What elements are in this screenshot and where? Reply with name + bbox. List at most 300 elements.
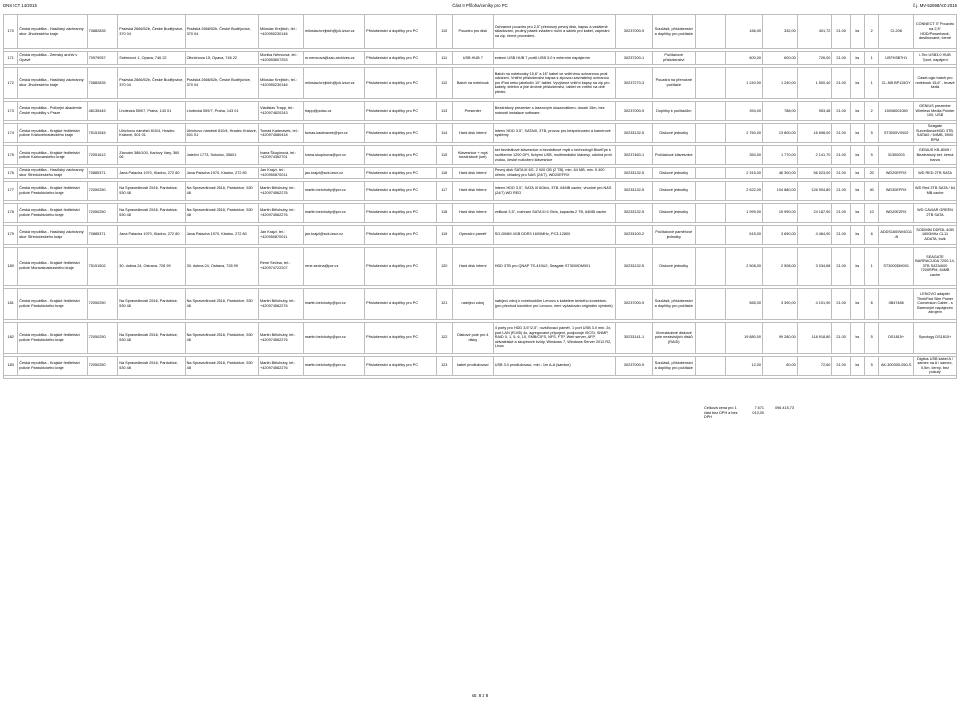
cell-no: 170	[4, 15, 18, 49]
cell-cat: Příslušenství a doplňky pro PC	[365, 124, 436, 143]
cell-item: 115	[436, 146, 452, 165]
cell-no: 176	[4, 168, 18, 178]
cell-maker: CONNECT IT Pouzdro na 2,5" HDD/Powerbank, destinované, černé	[914, 15, 957, 49]
cell-addr2: Olbrichova 15, Opava, 746 22	[185, 52, 258, 65]
cell-type: Součásti, příslušenství a doplňky pro počítače	[652, 15, 695, 49]
cell-p3: 2 141,70	[797, 146, 832, 165]
cell-cpv: 30237460-1	[616, 146, 653, 165]
cell-type: Pouzdra na přenosné počítače	[652, 68, 695, 99]
cell-p2: 788,00	[763, 102, 798, 121]
cell-p2: 104 880,00	[763, 181, 798, 200]
cell-spec: Pevný disk SATA III 6G, 2 000 GB (2 TB), min. 64 MB, min. 5 400 ot/min, chladný pro NAS (24/7), WD20EFRX	[493, 168, 615, 178]
table-row	[4, 322, 957, 353]
cell-contact: Tomáš Kaderávek, tel.: +420974580418	[259, 124, 304, 143]
table-row	[4, 68, 957, 99]
cell-cat: Příslušenství a doplňky pro PC	[365, 68, 436, 99]
cell-cat: Příslušenství a doplňky pro PC	[365, 322, 436, 353]
cell-n: 1	[865, 52, 879, 65]
table-row	[4, 181, 957, 200]
cell-p2: 3 690,00	[763, 225, 798, 244]
cell-n: 10	[865, 203, 879, 222]
cell-maker: GENIUS KB-8005 / Bezdrátový set, černá barva	[914, 146, 957, 165]
cell-code: ADDS1600W4G11-B	[879, 225, 914, 244]
cell-org: Česká republika - Krajské ředitelství policie Pardubického kraje	[18, 288, 87, 319]
cell-maker: SEAGATE BARRACUDA 7200.14, 3TB SATA/600 7200RPM, 64MB cache	[914, 247, 957, 285]
cell-name: Klávesnice + myš bezdrátové (set)	[452, 146, 493, 165]
cell-no: 173	[4, 102, 18, 121]
cell-ico: 70882835	[87, 68, 118, 99]
cell-n: 5	[865, 124, 879, 143]
header-left: DNS ICT 14/2015	[3, 3, 37, 8]
cell-addr2: Na Spravedlnosti 2516, Pardubice, 530 48	[185, 203, 258, 222]
cell-addr1: 30. dubna 24, Ostrava, 728 99	[118, 247, 185, 285]
cell-qty	[695, 124, 726, 143]
cell-code: 0B47486	[879, 288, 914, 319]
cell-maker: WD RED 2TB SATA	[914, 168, 957, 178]
cell-qty	[695, 68, 726, 99]
cell-email: martin.belohuby@pcr.cz	[303, 356, 364, 375]
cell-ico: 72050250	[87, 288, 118, 319]
cell-contact: Martin Bělohuby, tel.: +420974562276	[259, 288, 304, 319]
cell-name: Pouzdro pro disk	[452, 15, 493, 49]
cell-cat: Příslušenství a doplňky pro PC	[365, 102, 436, 121]
cell-n: 20	[865, 168, 879, 178]
cell-cpv: 30233132-5	[616, 181, 653, 200]
cell-no: 181	[4, 288, 18, 319]
cell-ico: 75151545	[87, 124, 118, 143]
cell-ico: 70882835	[87, 15, 118, 49]
cell-maker: SODIMM DDR3L 4GB 1600MHz CL11 ADATA, bulk	[914, 225, 957, 244]
table-row	[4, 102, 957, 121]
table-row	[4, 203, 957, 222]
cell-vat: 21.00	[832, 181, 850, 200]
cell-vat: 21.00	[832, 168, 850, 178]
cell-unit: ks	[850, 181, 864, 200]
cell-addr1: Na Spravedlnosti 2516, Pardubice, 530 48	[118, 203, 185, 222]
cell-cat: Příslušenství a doplňky pro PC	[365, 146, 436, 165]
cell-no: 179	[4, 225, 18, 244]
cell-code: DS1815+	[879, 322, 914, 353]
cell-item: 113	[436, 102, 452, 121]
cell-spec: USB 3.0 prodlužovací, min.: 1m A-A (samice)	[493, 356, 615, 375]
cell-p2: 2 508,00	[763, 247, 798, 285]
cell-name: Diskové pole pro 4 disky	[452, 322, 493, 353]
cell-unit: ks	[850, 124, 864, 143]
cell-spec: Interní HDD 3,5", SATA III 6Gb/s, 3TB, 64MB cache, vhodné pro NAS (24/7) WD RED	[493, 181, 615, 200]
cell-org: Česká republika - Krajské ředitelství policie Moravskoslezského kraje	[18, 247, 87, 285]
cell-p1: 600,00	[726, 52, 763, 65]
cell-addr1: Jana Palacha 1970, Kladno, 272 80	[118, 225, 185, 244]
cell-maker: Seagate SurveillanceHDD 3TB, SATAIII / 64MB, 5900 RPM	[914, 124, 957, 143]
cell-maker: Synology DS1815+	[914, 322, 957, 353]
cell-vat: 21.00	[832, 52, 850, 65]
cell-qty	[695, 52, 726, 65]
cell-p2: 1 770,00	[763, 146, 798, 165]
cell-ico: 70885371	[87, 168, 118, 178]
cell-email: rene.secina@pcr.cz	[303, 247, 364, 285]
cell-spec: Interní HDD 3,5", SATAIII, 3TB, provoz pro bezpečnostní a kamerové systémy	[493, 124, 615, 143]
cell-p1: 354,00	[726, 146, 763, 165]
cell-addr1: Závodní 386/100, Karlovy Vary, 360 06	[118, 146, 185, 165]
cell-cat: Příslušenství a doplňky pro PC	[365, 356, 436, 375]
cell-qty	[695, 168, 726, 178]
cell-qty	[695, 225, 726, 244]
cell-item: 111	[436, 52, 452, 65]
cell-p1: 19 880,00	[726, 322, 763, 353]
cell-p3: 1 500,40	[797, 68, 832, 99]
cell-spec: SO-DIMM 4GB DDR3 1600MHz, PC3-12800	[493, 225, 615, 244]
cell-p3: 3 034,68	[797, 247, 832, 285]
cell-p1: 1 999,00	[726, 203, 763, 222]
cell-org: Česká republika - Krajské ředitelství policie Pardubického kraje	[18, 203, 87, 222]
cell-name: Batoh na notebook	[452, 68, 493, 99]
cell-unit: ks	[850, 356, 864, 375]
cell-qty	[695, 102, 726, 121]
cell-email: martin.belohuby@pcr.cz	[303, 203, 364, 222]
row-spacer-cell	[4, 375, 957, 378]
cell-p2: 1 240,00	[763, 68, 798, 99]
cell-unit: ks	[850, 15, 864, 49]
cell-no: 175	[4, 146, 18, 165]
cell-cpv: 30233132-5	[616, 124, 653, 143]
cell-ico: 75151502	[87, 247, 118, 285]
cell-vat: 21.00	[832, 102, 850, 121]
cell-org: Česká republika - Hasičský záchranný sbor Jihočeského kraje	[18, 15, 87, 49]
cell-email: jan.krajzl@sck.izscr.cz	[303, 168, 364, 178]
table-row	[4, 146, 957, 165]
cell-addr2: Jana Palacha 1970, Kladno, 272 80	[185, 225, 258, 244]
cell-cpv: 30237000-9	[616, 102, 653, 121]
cell-spec: Bezdrátový prezenter s laserovým ukazovátkem, dosah 15m, bez nutnosti instalace software.	[493, 102, 615, 121]
cell-ico: 72050250	[87, 181, 118, 200]
cell-org: Česká republika - Policejní akademie České republiky v Praze	[18, 102, 87, 121]
cell-type: Počítačové klávesnice	[652, 146, 695, 165]
cell-item: 116	[436, 168, 452, 178]
cell-type: Diskové jednotky	[652, 168, 695, 178]
cell-cat: Příslušenství a doplňky pro PC	[365, 52, 436, 65]
cell-vat: 21.00	[832, 124, 850, 143]
cell-cat: Příslušenství a doplňky pro PC	[365, 203, 436, 222]
cell-n: 1	[865, 247, 879, 285]
cell-name: Hard disk interní	[452, 124, 493, 143]
cell-cpv: 30233100-2	[616, 225, 653, 244]
cell-p3: 24 187,90	[797, 203, 832, 222]
cell-ico: 48135445	[87, 102, 118, 121]
cell-code: ST3000VX002	[879, 124, 914, 143]
cell-vat: 21.00	[832, 322, 850, 353]
cell-type: Počítačové příslušenství	[652, 52, 695, 65]
cell-p1: 1 240,00	[726, 68, 763, 99]
cell-contact: Jan Krajzl, tel.: +420950870011	[259, 168, 304, 178]
cell-addr1: Pražská 2666/52b, České Budějovice, 370 04	[118, 15, 185, 49]
cell-type: Součásti, příslušenství a doplňky pro počítače	[652, 288, 695, 319]
cell-n: 1	[865, 68, 879, 99]
cell-addr2: Ulrichovo náměstí 810/4, Hradec Králové, 501 01	[185, 124, 258, 143]
cell-org: Česká republika - Krajské ředitelství policie Pardubického kraje	[18, 356, 87, 375]
cell-item: 123	[436, 356, 452, 375]
cell-ico: 70979057	[87, 52, 118, 65]
cell-vat: 21.00	[832, 15, 850, 49]
cell-ico: 72050250	[87, 203, 118, 222]
cell-p1: 2 315,00	[726, 168, 763, 178]
cell-contact: Monika Němcová, tel.: +420553607253	[259, 52, 304, 65]
cell-vat: 21.00	[832, 356, 850, 375]
cell-qty	[695, 181, 726, 200]
cell-p3: 72,60	[797, 356, 832, 375]
cell-email: martin.belohuby@pcr.cz	[303, 288, 364, 319]
cell-n: 2	[865, 15, 879, 49]
cell-maker: WD Red 3TB SATA / 64 MB cache	[914, 181, 957, 200]
cell-addr2: Jateční 1773, Sokolov, 35601	[185, 146, 258, 165]
totals-without-vat: 7 671 013,00	[752, 406, 764, 415]
cell-p3: 4 464,90	[797, 225, 832, 244]
cell-type: Počítačové paměťové jednotky	[652, 225, 695, 244]
cell-contact: Miloslav Krejbich, tel.: +420950230146	[259, 15, 304, 49]
cell-no: 180	[4, 247, 18, 285]
cell-email: martin.belohuby@pcr.cz	[303, 181, 364, 200]
cell-p1: 2 508,00	[726, 247, 763, 285]
cell-maker: GENIUS prezenter Wireless Media Pointer 100, USB	[914, 102, 957, 121]
cell-addr1: Na Spravedlnosti 2516, Pardubice, 530 48	[118, 356, 185, 375]
cell-contact: Ivana Škupinová, tel.: +420974362701	[259, 146, 304, 165]
cell-org: Česká republika - Hasičský záchranný sbor Středočeského kraje	[18, 225, 87, 244]
cell-cat: Příslušenství a doplňky pro PC	[365, 168, 436, 178]
cell-vat: 21.00	[832, 146, 850, 165]
cell-item: 119	[436, 225, 452, 244]
cell-p1: 615,00	[726, 225, 763, 244]
cell-cpv: 30233132-5	[616, 203, 653, 222]
cell-email: m.nemcova@zao.archives.cz	[303, 52, 364, 65]
cell-spec: HDD 3TB pro QNAP TS-419U2, Seagate ST3000DM001	[493, 247, 615, 285]
cell-cat: Příslušenství a doplňky pro PC	[365, 288, 436, 319]
cell-type: Diskové jednotky	[652, 124, 695, 143]
cell-org: Česká republika - Hasičský záchranný sbor Středočeského kraje	[18, 168, 87, 178]
cell-code: WD20EZRX	[879, 203, 914, 222]
cell-p1: 166,00	[726, 15, 763, 49]
cell-cpv: 30233141-1	[616, 322, 653, 353]
cell-code: ST3000DM001	[879, 247, 914, 285]
cell-cpv: 30237000-9	[616, 15, 653, 49]
cell-cpv: 30233132-5	[616, 247, 653, 285]
cell-cpv: 30237270-3	[616, 68, 653, 99]
cell-maker: WD CAVIAR GREEN 2TB SATA	[914, 203, 957, 222]
cell-type: Diskové jednotky	[652, 181, 695, 200]
cell-qty	[695, 15, 726, 49]
cell-email: miloslav.krejbich@jck.izscr.cz	[303, 68, 364, 99]
cell-vat: 21.00	[832, 68, 850, 99]
cell-qty	[695, 247, 726, 285]
cell-p3: 726,00	[797, 52, 832, 65]
price-table	[3, 14, 957, 379]
cell-addr2: Pražská 2666/52b, České Budějovice, 370 04	[185, 15, 258, 49]
cell-unit: ks	[850, 146, 864, 165]
cell-type: Součásti, příslušenství a doplňky pro počítače	[652, 356, 695, 375]
cell-name: Hard disk interní	[452, 203, 493, 222]
cell-addr2: Jana Palacha 1970, Kladno, 272 80	[185, 168, 258, 178]
header-right: č.j. MV-52698/VZ-2015	[913, 3, 957, 8]
table-row	[4, 124, 957, 143]
cell-addr1: Lhotecká 559/7, Praha, 143 01	[118, 102, 185, 121]
cell-n: 2	[865, 102, 879, 121]
cell-unit: ks	[850, 203, 864, 222]
cell-contact: Jan Krajzl, tel.: +420950870011	[259, 225, 304, 244]
cell-addr2: Na Spravedlnosti 2516, Pardubice, 530 48	[185, 181, 258, 200]
cell-type: Doplňky k počítačům	[652, 102, 695, 121]
cell-code: 31300003	[879, 146, 914, 165]
page-footer: str. 8 z 8	[471, 693, 489, 698]
cell-contact: Miloslav Krejbich, tel.: +420950230146	[259, 68, 304, 99]
cell-item: 122	[436, 322, 452, 353]
cell-vat: 21.00	[832, 225, 850, 244]
cell-unit: ks	[850, 52, 864, 65]
cell-maker: CaseLogic batoh pro notebook 15,6" - tmavě šedá	[914, 68, 957, 99]
cell-spec: 4 porty pro HDD 3,5"/2,5", rozšiřovací paměť, 1 port USB 3.0 min. 2x, port LAN (RJ45) 4x, agregované připojení, podporuje iSCSI, SNMP, RAID 0, 1, 5, 6, 10, SMB/CIFS, NFS, FTP, Web server, AFP, uživatelské a skupinové kvóty, Windows 7, Windows Server 2012 R2, Linux	[493, 322, 615, 353]
cell-cat: Příslušenství a doplňky pro PC	[365, 225, 436, 244]
totals-with-vat: 096 415,73	[774, 406, 794, 410]
cell-org: Česká republika - Krajské ředitelství policie Královéhradeckého kraje	[18, 124, 87, 143]
cell-n: 5	[865, 322, 879, 353]
cell-p1: 12,00	[726, 356, 763, 375]
cell-addr1: Na Spravedlnosti 2516, Pardubice, 530 48	[118, 288, 185, 319]
cell-qty	[695, 322, 726, 353]
cell-org: Česká republika - Hasičský záchranný sbor Jihočeského kraje	[18, 68, 87, 99]
cell-name: Hard disk interní	[452, 168, 493, 178]
totals-label: Celková cena pro 1 část bez DPH a bez DPH	[704, 406, 738, 420]
cell-addr1: Na Spravedlnosti 2516, Pardubice, 530 48	[118, 322, 185, 353]
cell-name: USB HUB 7	[452, 52, 493, 65]
cell-code: WD20EFRX	[879, 168, 914, 178]
cell-unit: ks	[850, 322, 864, 353]
cell-maker: i-Tec USB3.0 HUB 7port, napájení	[914, 52, 957, 65]
cell-org: Česká republika - Krajské ředitelství policie Pardubického kraje	[18, 322, 87, 353]
cell-n: 5	[865, 146, 879, 165]
cell-item: 112	[436, 68, 452, 99]
cell-cat: Příslušenství a doplňky pro PC	[365, 15, 436, 49]
cell-p3: 4 101,90	[797, 288, 832, 319]
cell-p1: 565,00	[726, 288, 763, 319]
cell-contact: Martin Bělohuby, tel.: +420974562276	[259, 322, 304, 353]
cell-spec: nabíjecí zdroj k notebookům Lenovo s kabelem tenkého konektoru (pro přechod konektor pro Lenovo, není vyžadován originální výrobek)	[493, 288, 615, 319]
cell-no: 174	[4, 124, 18, 143]
cell-cpv: 30237000-9	[616, 288, 653, 319]
cell-spec: Batoh na notebooky 15,6" a 16" kabel ve vnitřnímu ochrannou proti odcizení. Vnitřní příslušenství kapsa s zipovou zavíratelný ochranou pro iPad nebo jakékoliv 10" tablet. Vyvýšené vnitřní kapsy na zip pro kabely, telefon a jiné drobné příslušenství, tablet ve vnitřní na dně přední.	[493, 68, 615, 99]
cell-spec: Ochranné pouzdro pro 2,5" přenosný pevný disk, kapsu a vzdálené skladování, pružný pásek zvlažení ruční a sáček pro kabel, zapínání na zip, černé provedení.	[493, 15, 615, 49]
cell-spec: velikost 3,5", rozhraní SATA III 6 Gb/s, kapacita 2 TB, 64MB cache	[493, 203, 615, 222]
cell-addr2: Na Spravedlnosti 2516, Pardubice, 530 48	[185, 322, 258, 353]
cell-type: Diskové jednotky	[652, 247, 695, 285]
cell-qty	[695, 288, 726, 319]
cell-p2: 600,00	[763, 52, 798, 65]
cell-addr2: Pražská 2666/52b, České Budějovice, 370 04	[185, 68, 258, 99]
cell-ico: 72050250	[87, 356, 118, 375]
cell-p1: 394,00	[726, 102, 763, 121]
cell-cpv: 30233132-5	[616, 168, 653, 178]
cell-code: WD30EFRX	[879, 181, 914, 200]
table-row	[4, 247, 957, 285]
cell-cat: Příslušenství a doplňky pro PC	[365, 247, 436, 285]
cell-contact: Martin Bělohuby, tel.: +420974562276	[259, 356, 304, 375]
cell-code: CL-NB.BP115GY	[879, 68, 914, 99]
cell-p1: 2 622,00	[726, 181, 763, 200]
table-row	[4, 168, 957, 178]
cell-ico: 72050250	[87, 322, 118, 353]
cell-p3: 401,72	[797, 15, 832, 49]
cell-unit: ks	[850, 247, 864, 285]
cell-email: trapp@polac.cz	[303, 102, 364, 121]
cell-org: Česká republika - Krajské ředitelství policie Karlovarského kraje	[18, 146, 87, 165]
cell-type: Vícenásobné diskové pole nezávislých disků (RAID)	[652, 322, 695, 353]
cell-contact: Vladislav Trapp, tel.: +420974820243	[259, 102, 304, 121]
cell-maker: Digitus USB kabel A / samec na A / samec, 0,5m, černý, bez pokuty	[914, 356, 957, 375]
cell-code: 15008001050	[879, 102, 914, 121]
page-header	[3, 2, 957, 10]
cell-no: 172	[4, 68, 18, 99]
cell-addr1: Na Spravedlnosti 2516, Pardubice, 530 48	[118, 181, 185, 200]
cell-addr1: Pražská 2666/52b, České Budějovice, 370 04	[118, 68, 185, 99]
cell-org: Česká republika - Zemský archiv v Opavě	[18, 52, 87, 65]
cell-addr2: 30. dubna 24, Ostrava, 728 99	[185, 247, 258, 285]
cell-addr2: Na Spravedlnosti 2516, Pardubice, 530 48	[185, 356, 258, 375]
cell-cpv: 30237200-1	[616, 52, 653, 65]
cell-vat: 21.00	[832, 203, 850, 222]
cell-no: 183	[4, 356, 18, 375]
cell-n: 6	[865, 225, 879, 244]
cell-p1: 2 760,00	[726, 124, 763, 143]
cell-email: tomas.kaderavek@pcr.cz	[303, 124, 364, 143]
cell-addr1: Sněmovní 1, Opava, 746 22	[118, 52, 185, 65]
cell-unit: ks	[850, 168, 864, 178]
cell-p3: 118 918,80	[797, 322, 832, 353]
table-row	[4, 356, 957, 375]
cell-no: 178	[4, 203, 18, 222]
cell-vat: 21.00	[832, 247, 850, 285]
cell-p3: 56 023,00	[797, 168, 832, 178]
cell-email: ivana.skupinova@pcr.cz	[303, 146, 364, 165]
cell-code: AK-300300-050-S	[879, 356, 914, 375]
cell-item: 121	[436, 288, 452, 319]
cell-ico: 70885371	[87, 225, 118, 244]
cell-cat: Příslušenství a doplňky pro PC	[365, 181, 436, 200]
cell-email: martin.belohuby@pcr.cz	[303, 322, 364, 353]
cell-name: Presenter	[452, 102, 493, 121]
cell-name: nabíjecí zdroj	[452, 288, 493, 319]
cell-n: 5	[865, 356, 879, 375]
cell-addr1: Jana Palacha 1970, Kladno, 272 80	[118, 168, 185, 178]
cell-n: 6	[865, 288, 879, 319]
cell-no: 182	[4, 322, 18, 353]
cell-p3: 953,48	[797, 102, 832, 121]
cell-unit: ks	[850, 288, 864, 319]
cell-email: jan.krajzl@sck.izscr.cz	[303, 225, 364, 244]
cell-p2: 13 800,00	[763, 124, 798, 143]
cell-spec: set bezdrátové klávesnice a bezdrátové myši s technologií BlueEye s rozlišením 1200 DPI, tichými USB, multimediální klávesy, odolná proti vodou, české rozložení klávesnice	[493, 146, 615, 165]
cell-qty	[695, 203, 726, 222]
header-center: Část II Příloha/ceníky pro PC	[452, 3, 508, 8]
table-row	[4, 288, 957, 319]
table-row	[4, 15, 957, 49]
cell-p2: 3 390,00	[763, 288, 798, 319]
cell-org: Česká republika - Krajské ředitelství policie Pardubického kraje	[18, 181, 87, 200]
cell-p2: 46 300,00	[763, 168, 798, 178]
cell-no: 171	[4, 52, 18, 65]
cell-p2: 60,00	[763, 356, 798, 375]
cell-name: Hard disk interní	[452, 181, 493, 200]
cell-contact: Martin Bělohuby, tel.: +420974562276	[259, 181, 304, 200]
cell-item: 118	[436, 203, 452, 222]
cell-unit: ks	[850, 102, 864, 121]
cell-qty	[695, 356, 726, 375]
cell-name: Operační paměť	[452, 225, 493, 244]
